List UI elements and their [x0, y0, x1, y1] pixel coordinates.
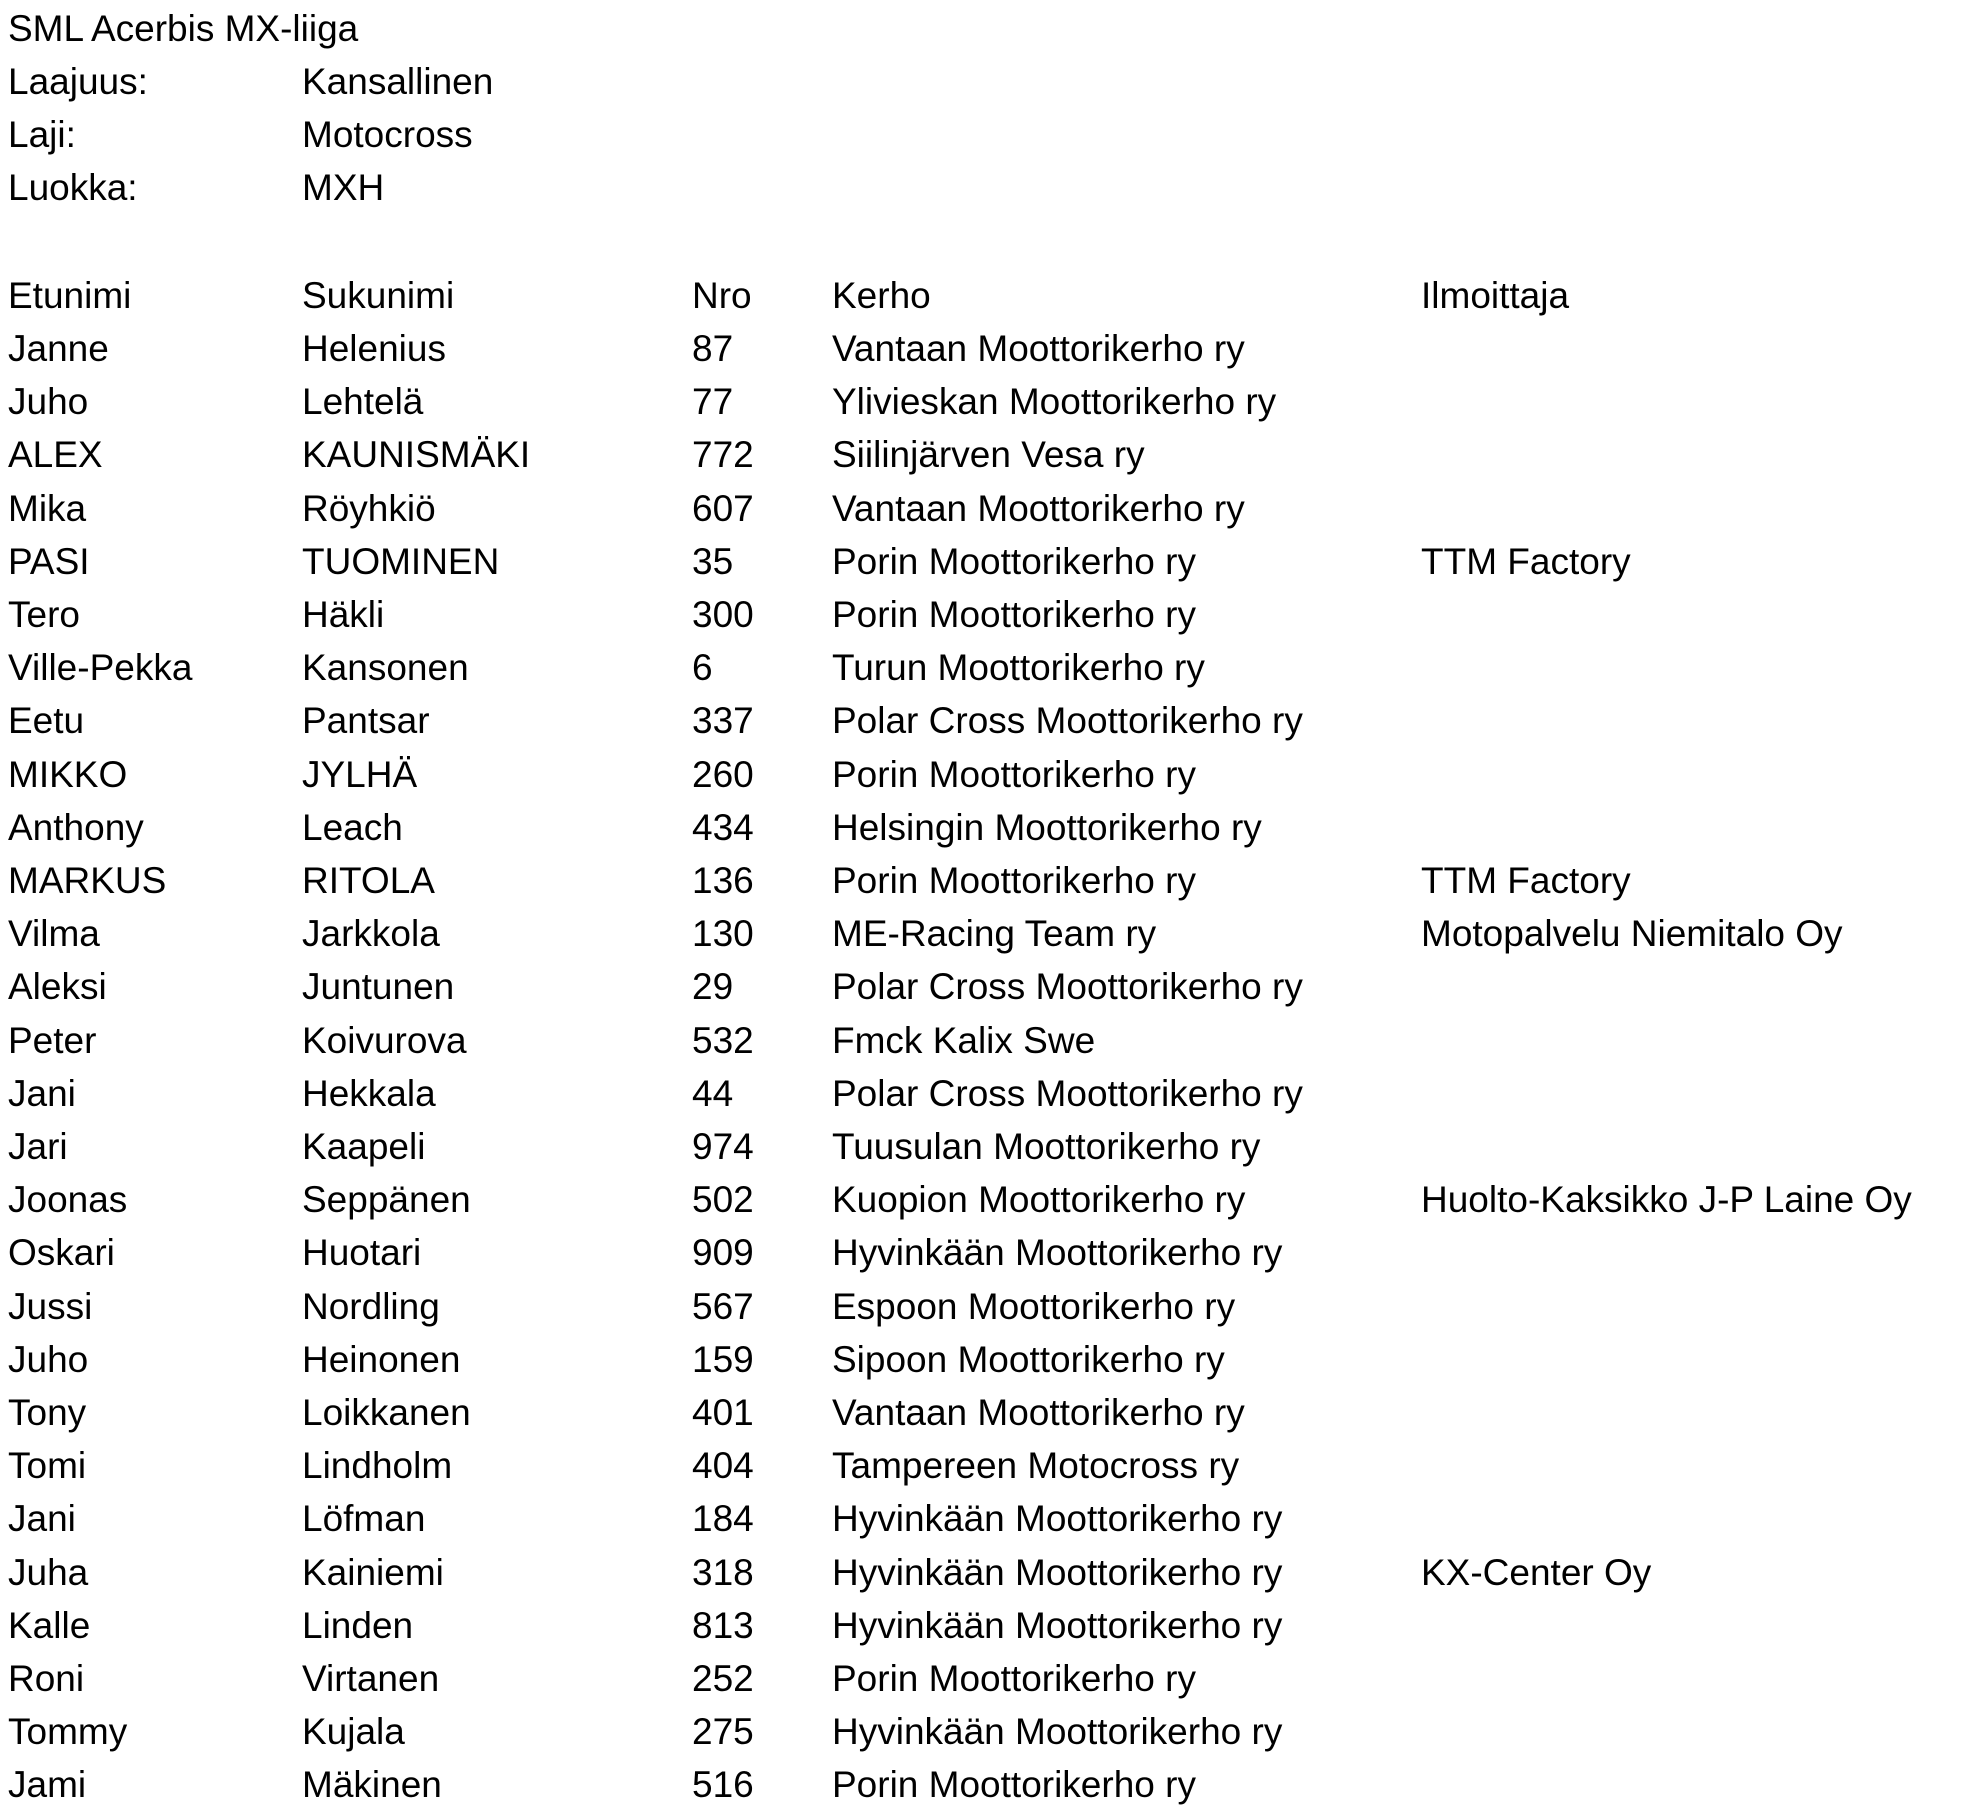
number-cell: 502: [692, 1179, 754, 1221]
last-name-cell: Röyhkiö: [302, 487, 436, 529]
first-name-cell: Juha: [8, 1551, 89, 1593]
number-cell: 159: [692, 1338, 754, 1380]
first-name-cell: Kalle: [8, 1604, 91, 1646]
last-name-cell: Lindholm: [302, 1445, 453, 1487]
last-name-cell: Nordling: [302, 1285, 440, 1327]
first-name-cell: MARKUS: [8, 860, 167, 901]
last-name-cell: RITOLA: [302, 860, 435, 901]
club-cell: Sipoon Moottorikerho ry: [832, 1338, 1225, 1380]
number-cell: 516: [692, 1764, 754, 1806]
last-name-cell: Linden: [302, 1604, 414, 1646]
entrant-cell: KX-Center Oy: [1421, 1551, 1652, 1593]
club-cell: Turun Moottorikerho ry: [832, 647, 1205, 689]
club-cell: Porin Moottorikerho ry: [832, 1658, 1196, 1699]
last-name-cell: Kaapeli: [302, 1126, 426, 1167]
entrant-cell: Motopalvelu Niemitalo Oy: [1421, 913, 1843, 955]
first-name-cell: Peter: [8, 1019, 97, 1061]
number-cell: 252: [692, 1658, 754, 1699]
club-cell: Hyvinkään Moottorikerho ry: [832, 1551, 1283, 1593]
club-cell: Porin Moottorikerho ry: [832, 1764, 1196, 1806]
club-cell: Kuopion Moottorikerho ry: [832, 1179, 1246, 1221]
club-cell: Vantaan Moottorikerho ry: [832, 1392, 1245, 1433]
club-cell: Hyvinkään Moottorikerho ry: [832, 1604, 1283, 1646]
last-name-cell: Koivurova: [302, 1019, 467, 1061]
first-name-cell: Jani: [8, 1072, 76, 1114]
column-header-ilmoittaja: Ilmoittaja: [1421, 275, 1570, 316]
meta-label: Laajuus:: [8, 61, 148, 102]
number-cell: 130: [692, 913, 754, 955]
last-name-cell: Pantsar: [302, 700, 430, 742]
last-name-cell: JYLHÄ: [302, 753, 418, 795]
first-name-cell: MIKKO: [8, 753, 128, 795]
first-name-cell: Eetu: [8, 700, 85, 742]
document-title: SML Acerbis MX-liiga: [8, 8, 359, 49]
last-name-cell: Jarkkola: [302, 913, 440, 955]
club-cell: Tampereen Motocross ry: [832, 1445, 1240, 1487]
last-name-cell: Kainiemi: [302, 1551, 444, 1593]
first-name-cell: PASI: [8, 540, 90, 582]
column-header-nro: Nro: [692, 275, 752, 316]
first-name-cell: Tero: [8, 594, 80, 635]
first-name-cell: Ville-Pekka: [8, 647, 193, 689]
club-cell: Hyvinkään Moottorikerho ry: [832, 1711, 1283, 1753]
number-cell: 404: [692, 1445, 754, 1487]
first-name-cell: Juho: [8, 381, 89, 423]
number-cell: 29: [692, 966, 734, 1008]
club-cell: Vantaan Moottorikerho ry: [832, 487, 1245, 529]
club-cell: Porin Moottorikerho ry: [832, 594, 1196, 635]
number-cell: 532: [692, 1019, 754, 1061]
last-name-cell: Loikkanen: [302, 1392, 471, 1433]
number-cell: 337: [692, 700, 754, 742]
last-name-cell: Kujala: [302, 1711, 405, 1753]
number-cell: 813: [692, 1604, 754, 1646]
first-name-cell: Tommy: [8, 1711, 128, 1753]
club-cell: Helsingin Moottorikerho ry: [832, 806, 1262, 848]
last-name-cell: Löfman: [302, 1498, 426, 1540]
first-name-cell: Vilma: [8, 913, 100, 955]
number-cell: 184: [692, 1498, 754, 1540]
last-name-cell: Mäkinen: [302, 1764, 442, 1806]
number-cell: 136: [692, 860, 754, 901]
club-cell: Ylivieskan Moottorikerho ry: [832, 381, 1277, 423]
entrant-cell: TTM Factory: [1421, 860, 1631, 901]
club-cell: ME-Racing Team ry: [832, 913, 1157, 955]
first-name-cell: Juho: [8, 1338, 89, 1380]
number-cell: 6: [692, 647, 713, 689]
first-name-cell: Tony: [8, 1392, 87, 1433]
number-cell: 434: [692, 806, 754, 848]
last-name-cell: Kansonen: [302, 647, 469, 689]
last-name-cell: Seppänen: [302, 1179, 471, 1221]
number-cell: 260: [692, 753, 754, 795]
first-name-cell: Jami: [8, 1764, 87, 1806]
entrant-cell: TTM Factory: [1421, 540, 1631, 582]
first-name-cell: Roni: [8, 1658, 85, 1699]
club-cell: Porin Moottorikerho ry: [832, 860, 1196, 901]
club-cell: Hyvinkään Moottorikerho ry: [832, 1498, 1283, 1540]
meta-value: Motocross: [302, 114, 473, 155]
column-header-sukunimi: Sukunimi: [302, 275, 455, 316]
club-cell: Polar Cross Moottorikerho ry: [832, 966, 1303, 1008]
last-name-cell: Häkli: [302, 594, 385, 635]
last-name-cell: Juntunen: [302, 966, 455, 1008]
last-name-cell: KAUNISMÄKI: [302, 434, 531, 476]
club-cell: Polar Cross Moottorikerho ry: [832, 1072, 1303, 1114]
number-cell: 909: [692, 1232, 754, 1274]
column-header-kerho: Kerho: [832, 275, 931, 316]
last-name-cell: Lehtelä: [302, 381, 424, 423]
first-name-cell: ALEX: [8, 434, 103, 476]
club-cell: Tuusulan Moottorikerho ry: [832, 1126, 1261, 1167]
club-cell: Fmck Kalix Swe: [832, 1019, 1096, 1061]
number-cell: 77: [692, 381, 734, 423]
number-cell: 401: [692, 1392, 754, 1433]
club-cell: Polar Cross Moottorikerho ry: [832, 700, 1303, 742]
club-cell: Siilinjärven Vesa ry: [832, 434, 1145, 476]
number-cell: 772: [692, 434, 754, 476]
last-name-cell: Heinonen: [302, 1338, 461, 1380]
first-name-cell: Jari: [8, 1126, 68, 1167]
first-name-cell: Joonas: [8, 1179, 128, 1221]
number-cell: 567: [692, 1285, 754, 1327]
number-cell: 35: [692, 540, 734, 582]
club-cell: Hyvinkään Moottorikerho ry: [832, 1232, 1283, 1274]
meta-value: MXH: [302, 167, 385, 208]
number-cell: 275: [692, 1711, 754, 1753]
last-name-cell: Helenius: [302, 328, 446, 369]
column-header-etunimi: Etunimi: [8, 275, 132, 316]
last-name-cell: Leach: [302, 806, 403, 848]
last-name-cell: TUOMINEN: [302, 540, 500, 582]
last-name-cell: Hekkala: [302, 1072, 436, 1114]
first-name-cell: Aleksi: [8, 966, 107, 1008]
number-cell: 974: [692, 1126, 754, 1167]
first-name-cell: Oskari: [8, 1232, 115, 1274]
last-name-cell: Virtanen: [302, 1658, 440, 1699]
club-cell: Porin Moottorikerho ry: [832, 540, 1196, 582]
first-name-cell: Anthony: [8, 806, 144, 848]
last-name-cell: Huotari: [302, 1232, 422, 1274]
meta-label: Laji:: [8, 114, 76, 155]
first-name-cell: Tomi: [8, 1445, 87, 1487]
meta-label: Luokka:: [8, 167, 138, 208]
first-name-cell: Jussi: [8, 1285, 93, 1327]
number-cell: 44: [692, 1072, 734, 1114]
club-cell: Vantaan Moottorikerho ry: [832, 328, 1245, 369]
first-name-cell: Jani: [8, 1498, 76, 1540]
number-cell: 318: [692, 1551, 754, 1593]
club-cell: Porin Moottorikerho ry: [832, 753, 1196, 795]
club-cell: Espoon Moottorikerho ry: [832, 1285, 1236, 1327]
first-name-cell: Mika: [8, 487, 87, 529]
entrant-cell: Huolto-Kaksikko J-P Laine Oy: [1421, 1179, 1912, 1221]
number-cell: 300: [692, 594, 754, 635]
number-cell: 87: [692, 328, 734, 369]
number-cell: 607: [692, 487, 754, 529]
meta-value: Kansallinen: [302, 61, 494, 102]
first-name-cell: Janne: [8, 328, 109, 369]
